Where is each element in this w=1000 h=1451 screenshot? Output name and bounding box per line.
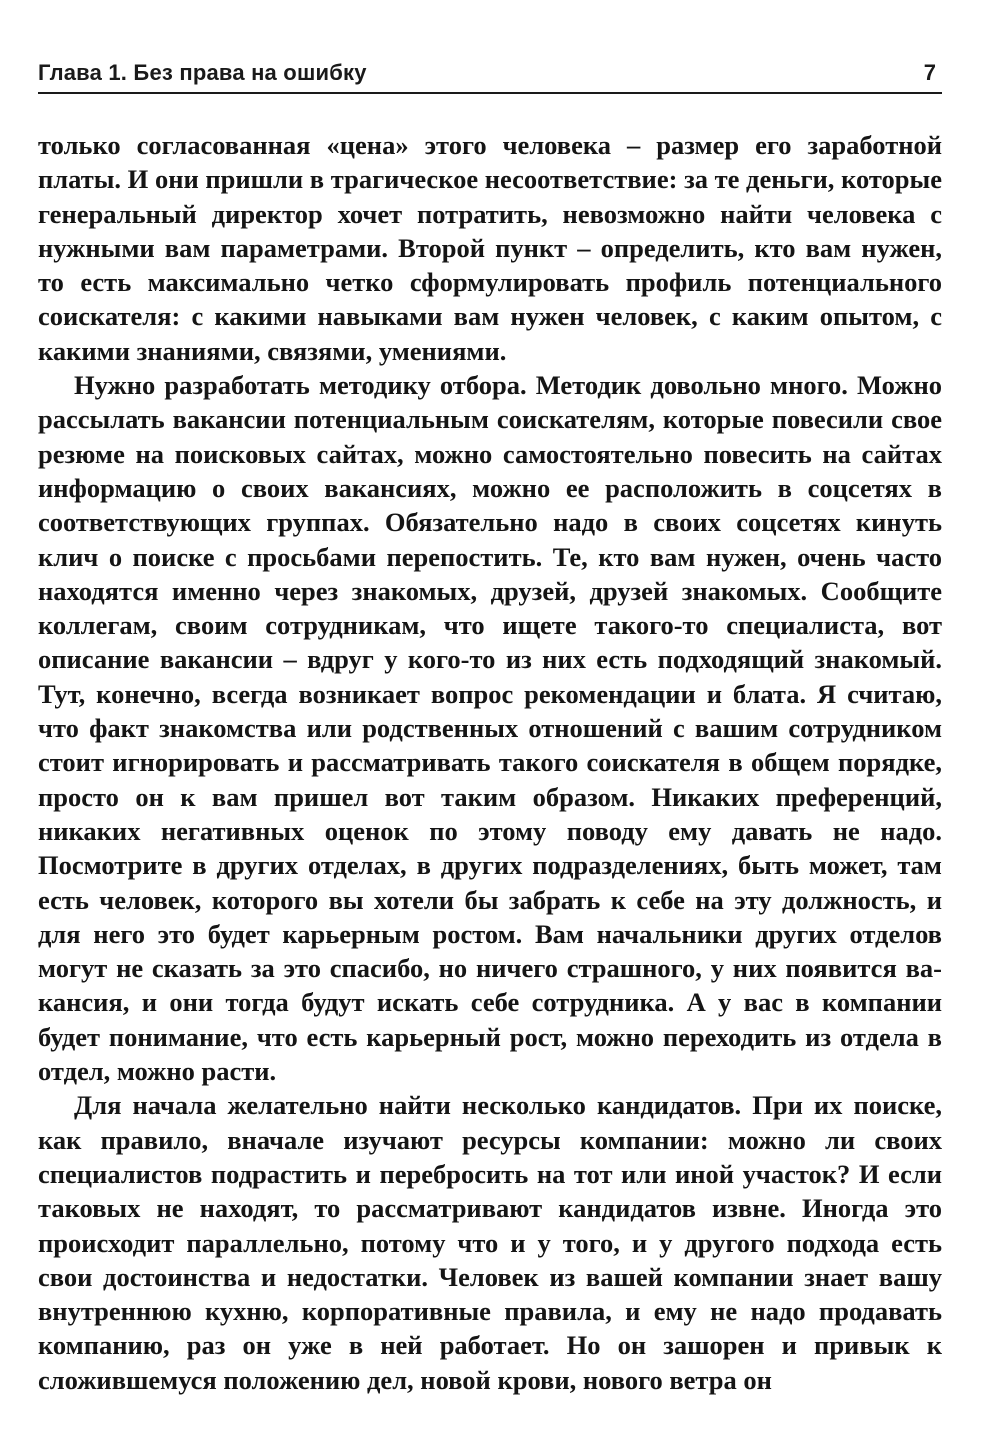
paragraph: Для начала желательно найти несколько кандидатов. При их поиске, как правило, вначале изучают ресурсы компании: можно ли своих специалистов подрастить и перебросить на тот или иной участок? И если таковых не находят, то рассматривают кандидатов извне. Иногда это происходит параллельно, потому что и у того, и у другого подхода есть свои достоинства и недостатки. Человек из вашей компании знает вашу внутреннюю кухню, корпоративные правила, и ему не надо продавать компанию, раз он уже в ней работает. Но он зашорен и привык к сложившемуся положению дел, новой крови, нового ветра он — [38, 1090, 942, 1395]
paragraph: Нужно разработать методику отбора. Методик довольно много. Можно рассылать вакансии потенциальным соискателям, которые повесили свое резюме на поисковых сайтах, можно самостоятельно повесить на сайтах информацию о своих вакансиях, можно ее расположить в соцсетях в соответствующих группах. Обязательно надо в своих соцсетях кинуть клич о поиске с просьбами перепостить. Те, кто вам нужен, очень часто находятся именно через знакомых, друзей, друзей знакомых. Сообщите коллегам, своим сотрудникам, что ищете такого-то специалиста, вот описание вакансии – вдруг у кого-то из них есть подходящий знакомый. Тут, конечно, всегда возникает вопрос рекомендации и блата. Я считаю, что факт знакомства или родственных отношений с вашим сотрудником стоит игнорировать и рассматривать такого соискателя в общем порядке, просто он к вам пришел вот таким образом. Никаких преференций, никаких негативных оценок по этому поводу ему давать не надо. Посмотрите в других отделах, в других подразделениях, быть может, там есть человек, которого вы хотели бы забрать к себе на эту должность, и для него это будет карьерным ростом. Вам начальники других отделов могут не сказать за это спасибо, но ничего страшного, у них появится вакансия, и они тогда будут искать себе сотрудника. А у вас в компании будет понимание, что есть карьерный рост, можно переходить из отдела в отдел, можно расти. — [38, 370, 942, 1087]
body-text — [38, 128, 942, 1397]
chapter-title: Глава 1. Без права на ошибку — [38, 60, 367, 85]
page-number: 7 — [923, 60, 936, 85]
header-rule — [38, 92, 942, 94]
paragraph-continued: только согласованная «цена» этого человека – размер его заработной платы. И они пришли в трагическое несоответствие: за те деньги, которые генеральный директор хочет потратить, невозможно найти человека с нужными вам параметрами. Второй пункт – определить, кто вам нужен, то есть максимально четко сформулировать профиль потенциального соискателя: с какими навыками вам нужен человек, с каким опытом, с какими знаниями, связями, умениями. — [38, 130, 942, 366]
book-page — [38, 0, 942, 1451]
running-header — [38, 52, 942, 86]
